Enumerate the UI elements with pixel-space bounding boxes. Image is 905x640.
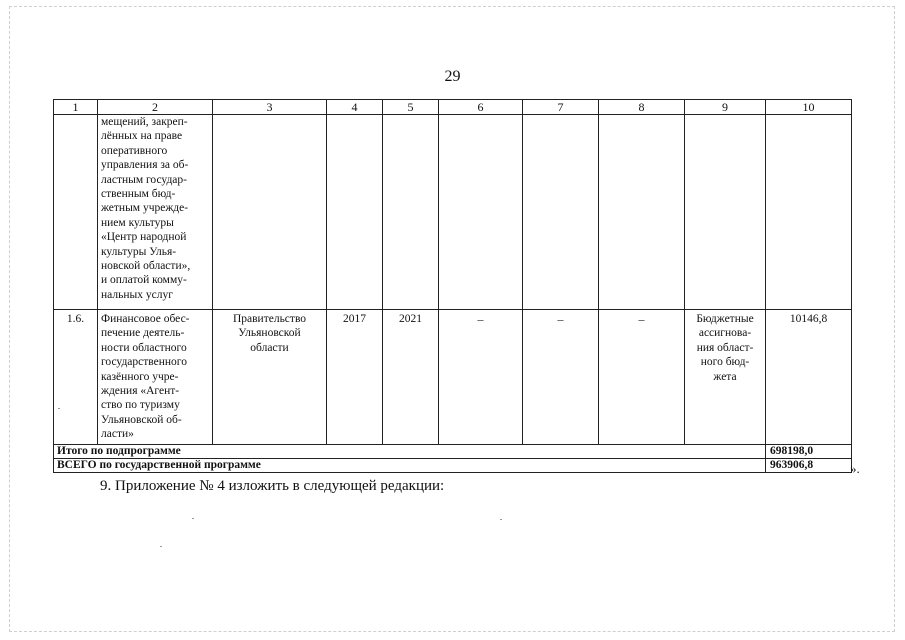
scan-speck [500, 519, 502, 520]
table-cell [327, 115, 383, 310]
text-line: оперативного [101, 144, 168, 157]
table-cell [523, 115, 599, 310]
text-line: ство по туризму [101, 399, 180, 412]
table-cell [213, 115, 327, 310]
text-line: ассигнова- [698, 327, 752, 340]
col7-cell: – [523, 310, 599, 445]
table-cell [685, 115, 766, 310]
text-line: ния област- [696, 341, 754, 354]
column-header: 5 [383, 100, 439, 115]
program-table [53, 99, 852, 473]
text-line: нальных услуг [101, 288, 173, 301]
column-header: 6 [439, 100, 523, 115]
column-header: 2 [98, 100, 213, 115]
text-line: «Центр народной [101, 231, 187, 244]
text-line: культуры Улья- [101, 245, 177, 258]
column-header: 4 [327, 100, 383, 115]
text-line: управления за об- [101, 159, 189, 172]
text-line: Бюджетные [696, 313, 754, 325]
column-header: 1 [54, 100, 98, 115]
table-cell [766, 115, 852, 310]
column-header: 9 [685, 100, 766, 115]
subtotal-label: Итого по подпрограмме [54, 445, 766, 459]
column-header: 8 [599, 100, 685, 115]
description-cell [98, 310, 213, 445]
text-line: области [250, 341, 289, 354]
text-line: Правительство [232, 313, 307, 325]
text-line: жета [713, 370, 737, 383]
scan-speck [160, 546, 162, 547]
text-line: ственным бюд- [101, 188, 176, 201]
closing-quote: ». [850, 461, 860, 476]
text-line: и оплатой комму- [101, 274, 187, 287]
table-cell [599, 115, 685, 310]
text-line: государственного [101, 356, 187, 369]
scan-speck [58, 408, 60, 409]
text-line: Ульяновской [238, 327, 301, 340]
text-line: Финансовое обес- [101, 313, 190, 325]
subtotal-value: 698198,0 [766, 445, 852, 459]
text-line: новской области», [101, 260, 191, 273]
text-line: ности областного [101, 341, 187, 354]
header-row [54, 100, 852, 115]
amount-cell: 10146,8 [766, 310, 852, 445]
column-header: 3 [213, 100, 327, 115]
column-header: 7 [523, 100, 599, 115]
total-label: ВСЕГО по государственной программе [54, 459, 766, 473]
table-cell [439, 115, 523, 310]
amendment-paragraph: 9. Приложение № 4 изложить в следующей редакции: [100, 478, 445, 494]
text-line: ждения «Агент- [101, 385, 180, 398]
page-number: 29 [444, 68, 461, 85]
table-cell [383, 115, 439, 310]
row-number: 1.6. [54, 310, 98, 445]
col8-cell: – [599, 310, 685, 445]
description-cell [98, 115, 213, 310]
text-line: ластным государ- [101, 173, 187, 186]
text-line: лённых на праве [101, 130, 183, 143]
year-start-cell: 2017 [327, 310, 383, 445]
col6-cell: – [439, 310, 523, 445]
text-line: нием культуры [101, 216, 174, 229]
text-line: Ульяновской об- [101, 413, 182, 426]
text-line: ного бюд- [700, 356, 750, 369]
text-line: печение деятель- [101, 327, 185, 340]
text-line: ласти» [101, 428, 134, 441]
source-cell [685, 310, 766, 445]
column-header: 10 [766, 100, 852, 115]
text-line: жетным учрежде- [101, 202, 189, 215]
table-row-1-6 [54, 310, 852, 445]
executor-cell [213, 310, 327, 445]
text-line: мещений, закреп- [101, 116, 188, 128]
table-row-continued [54, 115, 852, 310]
year-end-cell: 2021 [383, 310, 439, 445]
text-line: казённого учре- [101, 370, 179, 383]
subtotal-row [54, 445, 852, 459]
total-value: 963906,8 [766, 459, 852, 473]
total-row [54, 459, 852, 473]
table-cell [54, 115, 98, 310]
scan-speck [192, 518, 194, 519]
